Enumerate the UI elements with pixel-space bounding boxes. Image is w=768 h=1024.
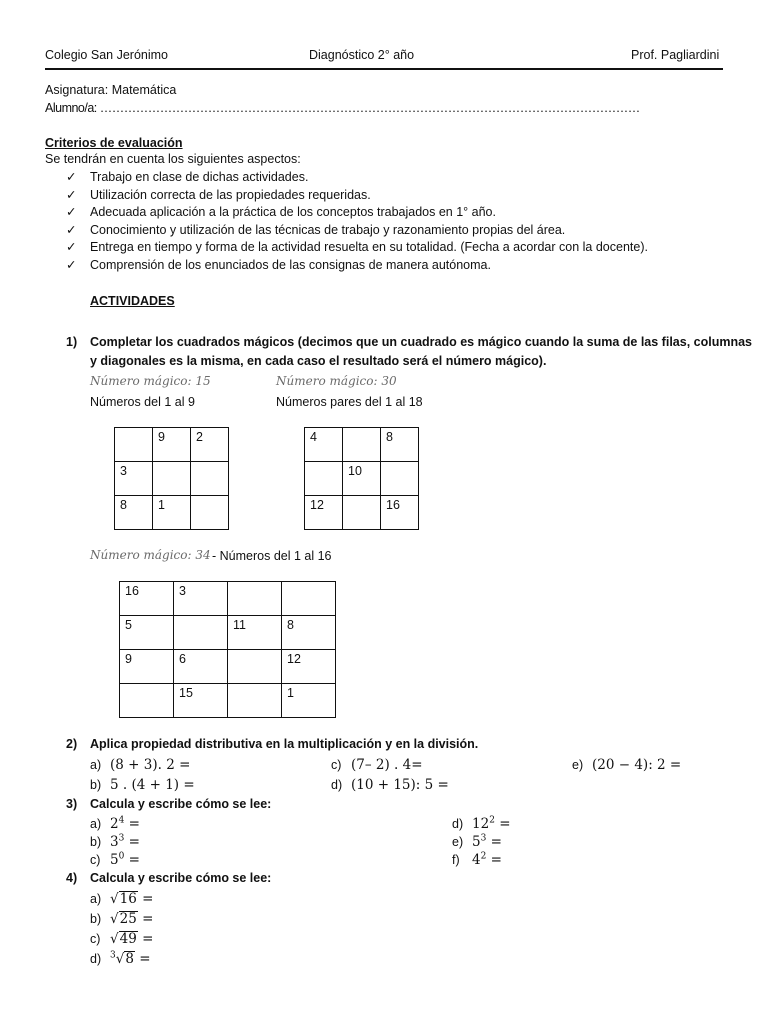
square2-desc: Números pares del 1 al 18 [276, 395, 423, 409]
student-line: Alumno/a: ……………………………………………………………………………………………………………………… [45, 101, 640, 115]
school-name: Colegio San Jerónimo [45, 48, 168, 62]
check-icon: ✓ [66, 205, 77, 219]
grid-cell[interactable]: 16 [120, 582, 174, 616]
q3-item-a: a) $2^4$ = [90, 815, 140, 832]
square1-magic-label: Número mágico: 15 [90, 374, 211, 388]
grid-cell[interactable]: 11 [228, 616, 282, 650]
q4-item-b: b) √25 = [90, 910, 154, 927]
q2-text: Aplica propiedad distributiva en la multiplicación y en la división. [90, 737, 479, 751]
criteria-title: Criterios de evaluación [45, 136, 183, 150]
criteria-item: ✓ Utilización correcta de las propiedades requeridas. [66, 187, 648, 205]
criteria-item: ✓ Entrega en tiempo y forma de la actividad resuelta en su totalidad. (Fecha a acordar con la docente). [66, 239, 648, 257]
check-icon: ✓ [66, 222, 77, 237]
grid-cell[interactable]: 10 [343, 462, 381, 496]
criteria-item: ✓ Conocimiento y utilización de las técnicas de trabajo y razonamiento propias del área. [66, 222, 648, 240]
grid-cell[interactable]: 9 [153, 428, 191, 462]
q4-item-a: a) √16 = [90, 890, 154, 907]
grid-cell[interactable] [228, 582, 282, 616]
criteria-list [66, 169, 648, 274]
q3-item-d: d) $12^2$ = [452, 815, 511, 832]
magic-square-2 [304, 427, 419, 530]
grid-cell[interactable] [120, 684, 174, 718]
q4-text: Calcula y escribe cómo se lee: [90, 871, 272, 885]
q3-item-c: c) $5^0$ = [90, 851, 140, 868]
q2-item-b: b) 5 . (4 + 1) = [90, 777, 195, 793]
q1-text-line1: Completar los cuadrados mágicos (decimos que un cuadrado es mágico cuando la suma de las filas, columnas [90, 335, 752, 349]
teacher-name: Prof. Pagliardini [631, 48, 720, 62]
grid-cell[interactable] [343, 496, 381, 530]
q2-item-e: e) (20 − 4): 2 = [572, 757, 682, 773]
grid-cell[interactable] [228, 650, 282, 684]
q2-item-c: c) (7– 2) . 4= [331, 757, 423, 773]
grid-cell[interactable]: 1 [153, 496, 191, 530]
q4-number: 4) [66, 871, 78, 885]
grid-cell[interactable]: 8 [381, 428, 419, 462]
grid-cell[interactable] [343, 428, 381, 462]
check-icon: ✓ [66, 170, 77, 184]
grid-cell[interactable] [153, 462, 191, 496]
grid-cell[interactable]: 15 [174, 684, 228, 718]
grid-cell[interactable]: 9 [120, 650, 174, 684]
criteria-item: ✓ Trabajo en clase de dichas actividades. [66, 169, 648, 187]
q3-item-b: b) $3^3$ = [90, 833, 140, 850]
grid-cell[interactable] [191, 462, 229, 496]
q2-item-d: d) (10 + 15): 5 = [331, 777, 449, 793]
criteria-item: ✓ Adecuada aplicación a la práctica de los conceptos trabajados en 1° año. [66, 204, 648, 222]
square3-magic-label: Número mágico: 34 [90, 548, 211, 562]
square2-magic-label: Número mágico: 30 [276, 374, 397, 388]
check-icon: ✓ [66, 187, 77, 202]
criteria-intro: Se tendrán en cuenta los siguientes aspectos: [45, 152, 301, 166]
grid-cell[interactable]: 6 [174, 650, 228, 684]
magic-square-1 [114, 427, 229, 530]
document-title: Diagnóstico 2° año [309, 48, 415, 62]
subject-line: Asignatura: Matemática [45, 83, 177, 97]
q3-item-f: f) $4^2$ = [452, 851, 502, 868]
grid-cell[interactable] [115, 428, 153, 462]
q4-item-d: d) $^3$√8 = [90, 950, 151, 967]
q4-item-c: c) √49 = [90, 930, 154, 947]
magic-square-3 [119, 581, 336, 718]
grid-cell[interactable]: 12 [305, 496, 343, 530]
grid-cell[interactable]: 5 [120, 616, 174, 650]
square3-desc: - Números del 1 al 16 [212, 549, 332, 563]
criteria-item: ✓ Comprensión de los enunciados de las consignas de manera autónoma. [66, 257, 648, 275]
grid-cell[interactable]: 2 [191, 428, 229, 462]
grid-cell[interactable]: 4 [305, 428, 343, 462]
grid-cell[interactable] [174, 616, 228, 650]
grid-cell[interactable] [228, 684, 282, 718]
activities-title: ACTIVIDADES [90, 294, 175, 308]
check-icon: ✓ [66, 240, 77, 254]
grid-cell[interactable] [191, 496, 229, 530]
q3-text: Calcula y escribe cómo se lee: [90, 797, 272, 811]
grid-cell[interactable]: 8 [115, 496, 153, 530]
q3-number: 3) [66, 797, 78, 811]
grid-cell[interactable]: 3 [174, 582, 228, 616]
grid-cell[interactable] [282, 582, 336, 616]
grid-cell[interactable]: 16 [381, 496, 419, 530]
grid-cell[interactable] [381, 462, 419, 496]
square1-desc: Números del 1 al 9 [90, 395, 195, 409]
q3-item-e: e) $5^3$ = [452, 833, 502, 850]
q2-number: 2) [66, 737, 78, 751]
q2-item-a: a) (8 + 3). 2 = [90, 757, 191, 773]
grid-cell[interactable]: 8 [282, 616, 336, 650]
grid-cell[interactable]: 1 [282, 684, 336, 718]
header-rule [45, 68, 723, 70]
q1-text-line2: y diagonales es la misma, en cada caso el resultado será el número mágico). [90, 354, 547, 368]
grid-cell[interactable]: 12 [282, 650, 336, 684]
grid-cell[interactable] [305, 462, 343, 496]
q1-number: 1) [66, 335, 78, 349]
check-icon: ✓ [66, 257, 77, 272]
grid-cell[interactable]: 3 [115, 462, 153, 496]
